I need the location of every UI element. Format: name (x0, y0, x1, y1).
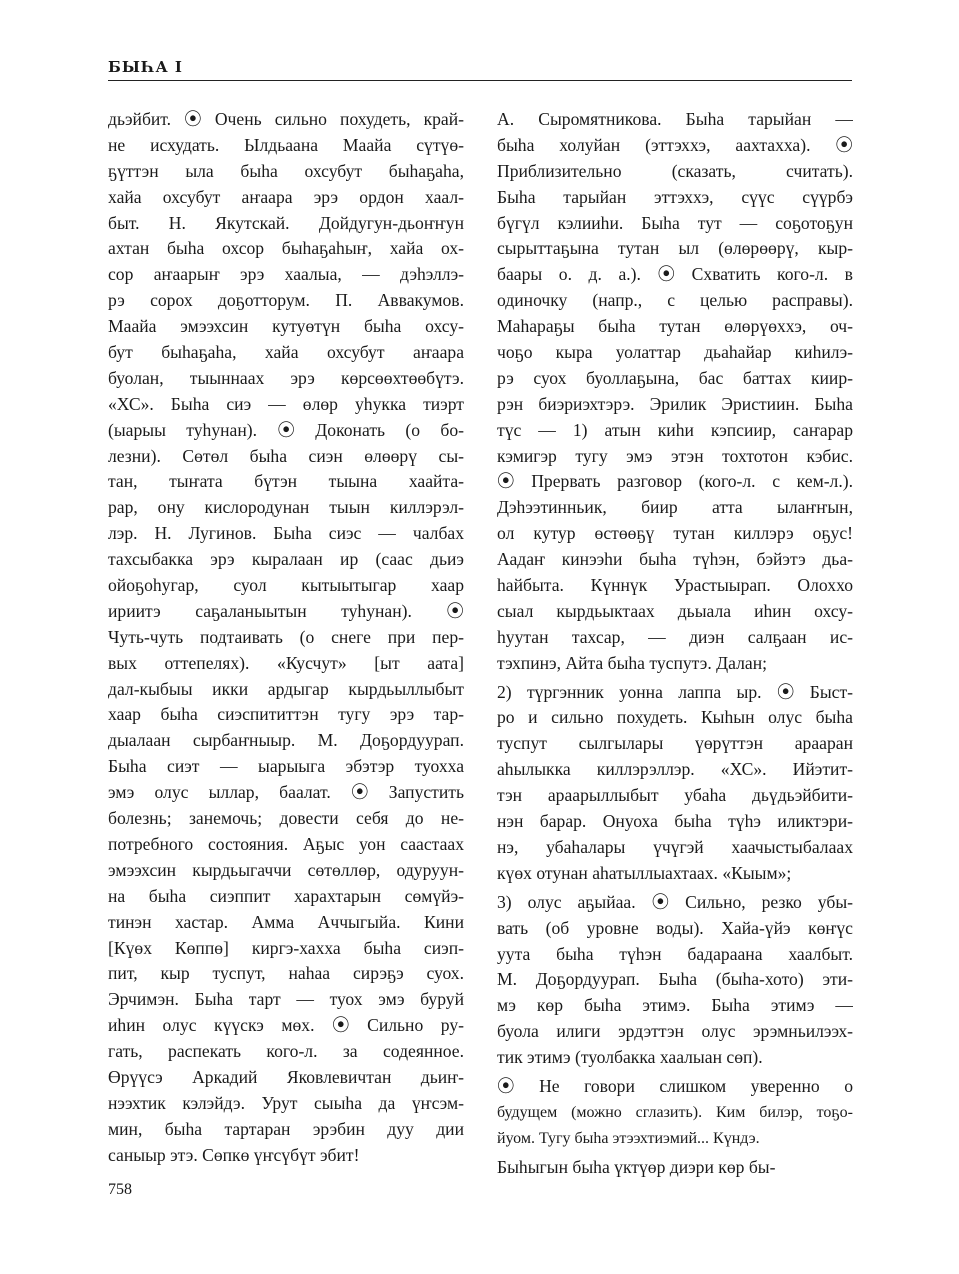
text-line: ⦿ Прервать разговор (кого-л. с кем-л.). (497, 471, 853, 492)
text-line: потребного состояния. Аҕыс уон саастаах (108, 833, 464, 854)
text-line: Дэһээтинньик, биир атта ылаҥҥын, (497, 497, 853, 518)
text-line: түс — 1) атын киһи кэпсиир, саҥарар (497, 419, 853, 440)
text-line: йуом. Тугу быһа этээхтиэмий... Күндэ. (497, 1129, 760, 1147)
header-title: БЫҺА I (108, 58, 183, 76)
text-line: мэ көр быһа этимэ. Быһа этимэ — (497, 995, 853, 1016)
text-line: мин, быһа тартаран эрэбин дуу дии (108, 1118, 464, 1139)
text-line: хаар быһа сиэспититтэн тугу эрэ тар- (108, 704, 464, 725)
text-line: вать (об уровне воды). Хайа-үйэ көҥүс (497, 917, 853, 938)
text-line: тэн араарыллыбыт убаһа дьүдьэйбити- (497, 785, 853, 806)
text-line: ол кутур өстөөҕү тутан киллэрэ оҕус! (497, 523, 853, 544)
text-line: рэ суох буоллаҕына, бас баттах киир- (497, 367, 853, 388)
text-line: (ыарыы туһунан). ⦿ Доконать (о бо- (108, 419, 464, 440)
text-line: М. Доҕордуурап. Быһа (быһа-хото) эти- (497, 969, 853, 990)
text-line: Быһыгын быһа үктүөр диэри көр бы- (497, 1156, 776, 1177)
page-header (108, 56, 852, 81)
text-line: тан, тыҥата бүтэн тыына хаайта- (108, 471, 464, 492)
text-line: Приблизительно (сказать, считать). (497, 160, 853, 181)
text-line: лезни). Сөтөл быһа сиэн өлөөрү сы- (108, 445, 464, 466)
text-line: бүгүл кэлииһи. Быһа тут — соҕотоҕун (497, 212, 853, 233)
text-line: тинэн хастар. Амма Аччыгыйа. Кини (108, 911, 464, 932)
text-line: Быһа тарыйан эттэххэ, сүүс сүүрбэ (497, 186, 853, 207)
text-line: хайа охсубут аҥаара эрэ ордон хаал- (108, 186, 464, 207)
text-line: эмээхсин кырдьыгаччи сөтөллөр, одуруун- (108, 859, 464, 880)
text-line: Быһа сиэт — ыарыыга эбэтэр туохха (108, 756, 464, 777)
text-line: тахсыбакка эрэ кыралаан ир (саас дьиэ (108, 549, 464, 570)
text-line: Чуть-чуть подтаивать (о снеге при пер- (108, 626, 464, 647)
text-line: вых оттепелях). «Кусчут» [ыт аата] (108, 652, 464, 673)
page-number: 758 (108, 1181, 132, 1198)
text-line: чоҕо кыра уолаттар дьаһайар киһилэ- (497, 342, 853, 363)
text-line: ро и сильно похудеть. Кыһын олус быһа (497, 707, 853, 728)
text-line: ҕүттэн ыла быһа охсубут быһаҕаһа, (108, 160, 464, 181)
text-line: Өрүүсэ Аркадий Яковлевичтан дьиҥ- (108, 1066, 464, 1087)
text-line: эмэ олус ыллар, баалат. ⦿ Запустить (108, 782, 464, 803)
text-line: Аадаҥ кинээһи быһа түһэн, бэйэтэ дьа- (497, 549, 853, 570)
text-line: сыал кырдьыктаах дьыала иһин охсу- (497, 600, 853, 621)
text-line: пит, кыр туспут, наһаа сирэҕэ суох. (108, 963, 464, 984)
text-line: А. Сыромятникова. Быһа тарыйан — (497, 109, 853, 129)
text-line: болезнь; занемочь; довести себя до не- (108, 808, 464, 829)
text-line: нэ, убаһалары үчүгэй хаачыстыбалаах (497, 836, 853, 857)
text-line: дал-кыбыы икки ардыгар кырдьыллыбыт (108, 678, 464, 699)
right-column (497, 107, 853, 1181)
text-line: рэ сорох доҕотторум. П. Аввакумов. (108, 290, 464, 311)
text-line: не исхудать. Ылдьаана Маайа сүтүө- (108, 134, 464, 155)
text-line: «ХС». Быһа сиэ — өлөр уһукка тиэрт (108, 393, 464, 414)
text-line: сор аҥаарыҥ эрэ хаалыа, — дэһэллэ- (108, 264, 464, 285)
text-line: одиночку (напр., с целью расправы). (497, 290, 853, 311)
text-line: сырыттаҕына тутан ыл (өлөрөөрү, кыр- (497, 238, 853, 259)
text-line: Маайа эмээхсин кутуөтүн быһа охсу- (108, 316, 464, 337)
text-line: күөх отунан аһатыллыахтаах. «Кыым»; (497, 862, 792, 883)
text-line: баары о. д. а.). ⦿ Схватить кого-л. в (497, 264, 853, 285)
text-line: лэр. Н. Лугинов. Быһа сиэс — чалбах (108, 523, 464, 544)
text-line: тик этимэ (туолбакка хаалыан сөп). (497, 1047, 763, 1068)
text-line: быһа холуйан (эттэххэ, аахтахха). ⦿ (497, 134, 853, 155)
text-line: будущем (можно сглазить). Ким билэр, тоҕо- (497, 1103, 853, 1121)
text-line: туспут сылгылары үөрүттэн арааран (497, 733, 853, 754)
text-line: Маһараҕы быһа тутан өлөрүөххэ, оч- (497, 316, 853, 337)
text-line: уута быһа түһэн бадараана хаалбыт. (497, 943, 853, 964)
text-line: иһин олус күүскэ мөх. ⦿ Сильно ру- (108, 1015, 464, 1036)
text-line: гать, распекать кого-л. за содеянное. (108, 1041, 464, 1062)
text-line: аһылыкка киллэрэллэр. «ХС». Ийэтит- (497, 759, 853, 780)
text-line: 3) олус аҕыйаа. ⦿ Сильно, резко убы- (497, 891, 853, 912)
text-line: рэн биэриэхтэрэ. Эрилик Эристиин. Быһа (497, 393, 853, 414)
text-line: рар, ону кислородунан тыын киллэрэл- (108, 497, 464, 518)
text-line: нээхтик кэлэйдэ. Урут сыыһа да үҥсэм- (108, 1092, 464, 1113)
text-line: һуутан тахсар, — диэн салҕаан ис- (497, 626, 853, 647)
text-line: ириитэ саҕаланыытын туһунан). ⦿ (108, 600, 464, 621)
text-line: һайбыта. Күннүк Урастыырап. Олоххо (497, 575, 853, 596)
text-line: ахтан быһа охсор быһаҕаһыҥ, хайа ох- (108, 238, 464, 259)
text-line: тэхпинэ, Айта быһа туспутэ. Далан; (497, 652, 767, 673)
text-line: ойоҕоһугар, суол кытыытыгар хаар (108, 575, 464, 596)
text-line: буола илиги эрдэттэн олус эрэмньилээх- (497, 1021, 853, 1042)
text-line: 2) түргэнник уонна лаппа ыр. ⦿ Быст- (497, 681, 853, 702)
text-line: буолан, тыыннаах эрэ көрсөөхтөөбүтэ. (108, 367, 464, 388)
text-line: быт. Н. Якутскай. Дойдугун-дьоҥҥун (108, 212, 464, 233)
text-line: нэн барар. Онуоха быһа түһэ иликтэри- (497, 811, 853, 832)
text-line: бут быһаҕаһа, хайа охсубут аҥаара (108, 342, 464, 363)
text-line: саныыр этэ. Сөпкө үҥсүбүт эбит! (108, 1144, 360, 1165)
text-line: [Күөх Көппө] киргэ-хахха быһа сиэп- (108, 937, 464, 958)
text-line: дьэйбит. ⦿ Очень сильно похудеть, край- (108, 109, 464, 129)
text-line: Эрчимэн. Быһа тарт — туох эмэ буруй (108, 989, 464, 1010)
text-line: дыалаан сырбаҥныыр. М. Доҕордуурап. (108, 730, 464, 751)
left-column (108, 107, 464, 1169)
text-line: кэмигэр тугу эмэ этэн тохтотон кэбис. (497, 445, 853, 466)
text-line: ⦿ Не говори слишком уверенно о (497, 1075, 853, 1096)
text-line: на быһа сиэппит харахтарын сөмүйэ- (108, 885, 464, 906)
